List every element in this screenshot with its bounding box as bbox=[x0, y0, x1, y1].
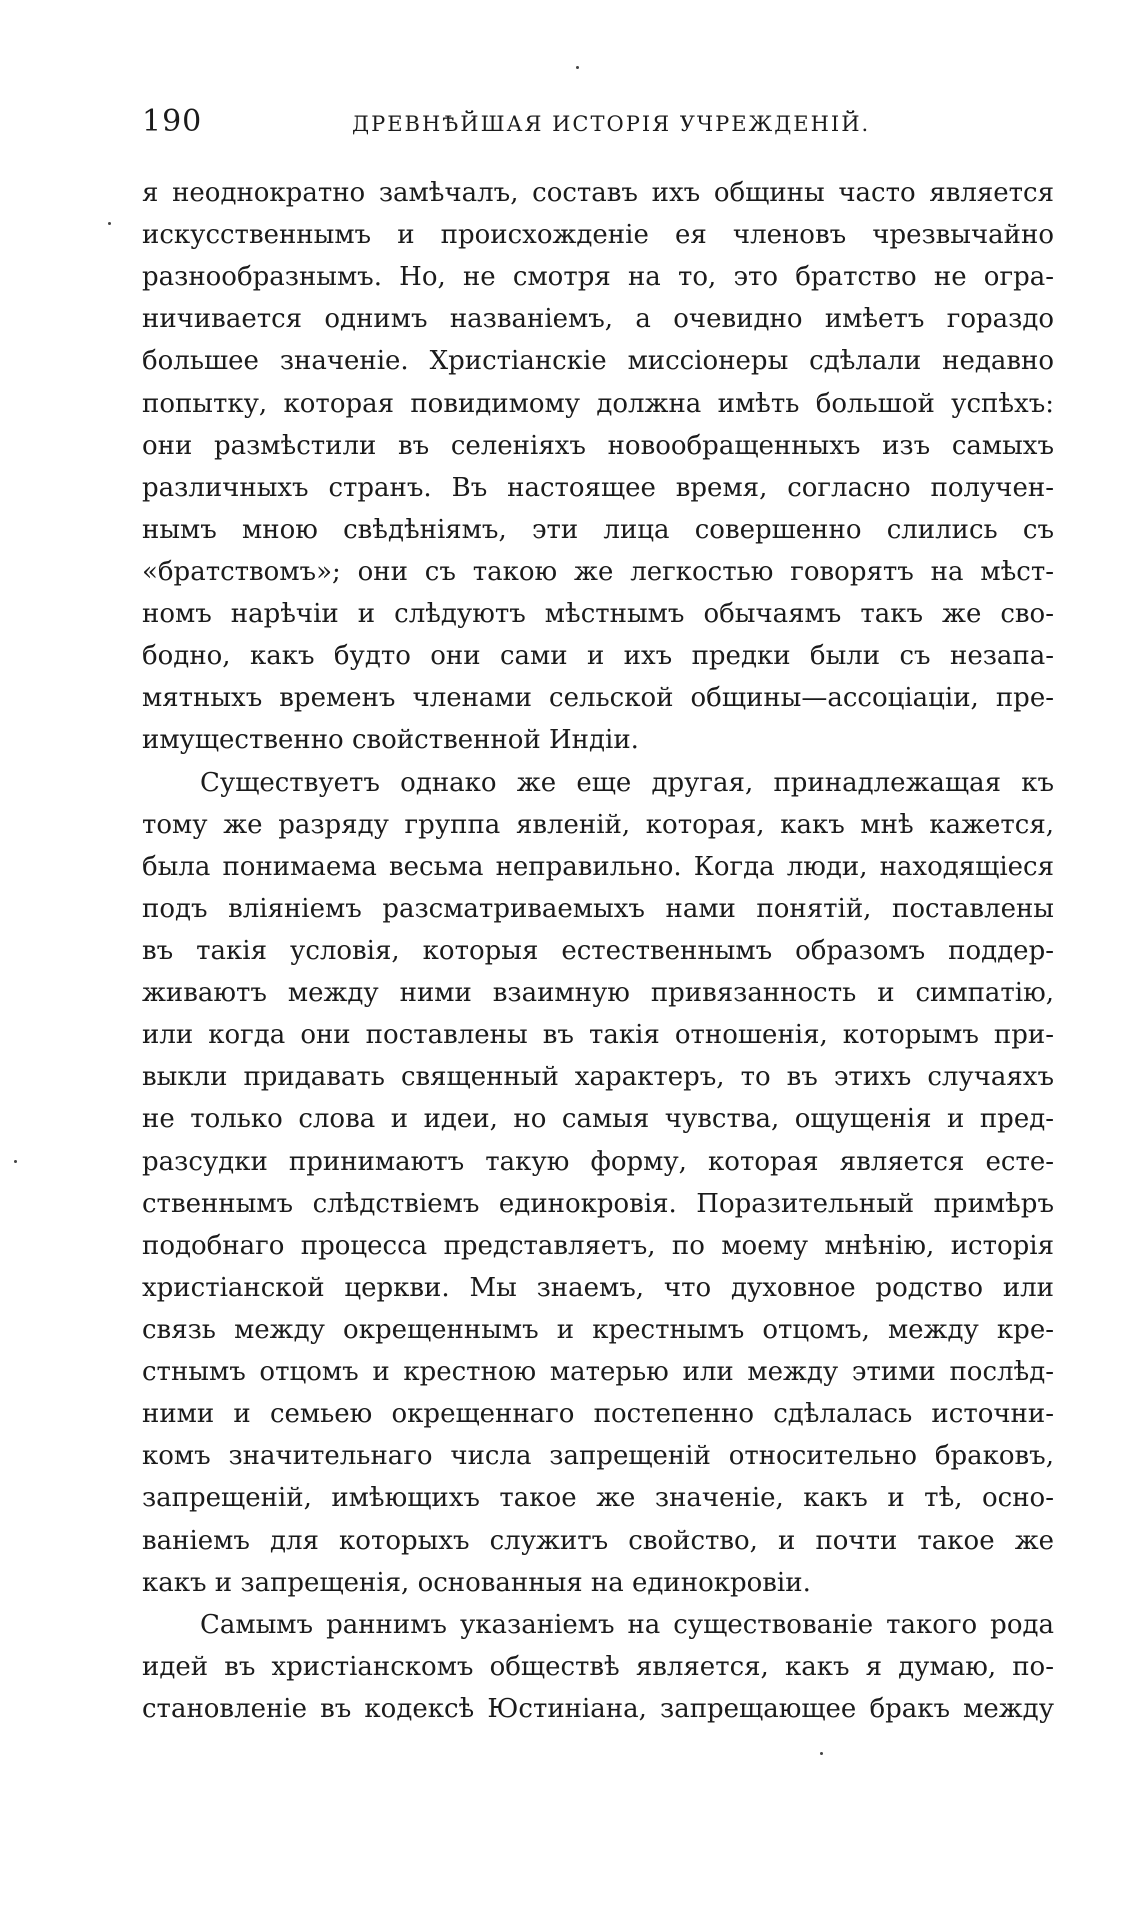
text-line: я неоднократно замѣчалъ, составъ ихъ общины часто является bbox=[142, 178, 1054, 208]
text-line: Существуетъ однако же еще другая, принадлежащая къ bbox=[200, 767, 1054, 798]
text-line: искусственнымъ и происхожденіе ея членовъ чрезвычайно bbox=[142, 220, 1054, 251]
text-line: становленіе въ кодексѣ Юстиніана, запрещающее бракъ между bbox=[142, 1693, 1054, 1724]
paragraph bbox=[142, 172, 1054, 762]
text-line: комъ значительнаго числа запрещеній относительно браковъ, bbox=[142, 1441, 1054, 1472]
text-line: ваніемъ для которыхъ служитъ свойство, и почти такое же bbox=[142, 1525, 1054, 1556]
text-line: ничивается однимъ названіемъ, а очевидно имѣетъ гораздо bbox=[142, 304, 1054, 335]
text-line: живаютъ между ними взаимную привязанность и симпатію, bbox=[142, 978, 1054, 1009]
print-speck bbox=[576, 66, 579, 69]
print-speck bbox=[820, 1752, 823, 1755]
print-speck bbox=[108, 222, 111, 225]
text-line: нымъ мною свѣдѣніямъ, эти лица совершенно слились съ bbox=[142, 514, 1054, 545]
text-line: запрещеній, имѣющихъ такое же значеніе, какъ и тѣ, осно- bbox=[142, 1483, 1054, 1514]
text-line: Самымъ раннимъ указаніемъ на существованіе такого рода bbox=[200, 1609, 1054, 1640]
text-line: стнымъ отцомъ и крестною матерью или между этими послѣд- bbox=[142, 1357, 1054, 1388]
text-line: или когда они поставлены въ такія отношенія, которымъ при- bbox=[142, 1020, 1054, 1051]
paragraph bbox=[142, 762, 1054, 1604]
text-line: различныхъ странъ. Въ настоящее время, согласно получен- bbox=[142, 472, 1054, 503]
text-line: разсудки принимаютъ такую форму, которая является есте- bbox=[142, 1146, 1054, 1177]
page-header bbox=[142, 102, 1054, 142]
paragraph bbox=[142, 1604, 1054, 1730]
text-line: подобнаго процесса представляетъ, по моему мнѣнію, исторія bbox=[142, 1230, 1054, 1261]
text-line: какъ и запрещенія, основанныя на единокровіи. bbox=[142, 1567, 811, 1598]
text-line: христіанской церкви. Мы знаемъ, что духовное родство или bbox=[142, 1272, 1054, 1303]
text-line: они размѣстили въ селеніяхъ новообращенныхъ изъ самыхъ bbox=[142, 430, 1054, 461]
text-line: идей въ христіанскомъ обществѣ является, какъ я думаю, по- bbox=[142, 1651, 1054, 1682]
print-speck bbox=[14, 1160, 17, 1163]
running-title: ДРЕВНѢЙШАЯ ИСТОРІЯ УЧРЕЖДЕНІЙ. bbox=[352, 112, 871, 136]
text-line: большее значеніе. Христіанскіе миссіонеры сдѣлали недавно bbox=[142, 346, 1054, 377]
text-line: тому же разряду группа явленій, которая, какъ мнѣ кажется, bbox=[142, 809, 1054, 840]
text-line: ственнымъ слѣдствіемъ единокровія. Поразительный примѣръ bbox=[142, 1188, 1054, 1219]
text-line: попытку, которая повидимому должна имѣть большой успѣхъ: bbox=[142, 388, 1054, 419]
text-line: не только слова и идеи, но самыя чувства, ощущенія и пред- bbox=[142, 1104, 1054, 1135]
page-number: 190 bbox=[142, 104, 203, 139]
text-line: выкли придавать священный характеръ, то въ этихъ случаяхъ bbox=[142, 1062, 1054, 1093]
text-line: въ такія условія, которыя естественнымъ образомъ поддер- bbox=[142, 935, 1054, 966]
text-line: связь между окрещеннымъ и крестнымъ отцомъ, между кре- bbox=[142, 1314, 1054, 1345]
text-line: подъ вліяніемъ разсматриваемыхъ нами понятій, поставлены bbox=[142, 893, 1054, 924]
text-line: разнообразнымъ. Но, не смотря на то, это братство не огра- bbox=[142, 262, 1054, 293]
text-line: мятныхъ временъ членами сельской общины—ассоціаціи, пре- bbox=[142, 683, 1054, 714]
text-line: была понимаема весьма неправильно. Когда люди, находящіеся bbox=[142, 851, 1054, 882]
text-line: номъ нарѣчіи и слѣдуютъ мѣстнымъ обычаямъ такъ же сво- bbox=[142, 599, 1054, 630]
text-line: ними и семьею окрещеннаго постепенно сдѣлалась источни- bbox=[142, 1399, 1054, 1430]
body-text bbox=[142, 172, 1054, 1730]
text-line: имущественно свойственной Индіи. bbox=[142, 725, 639, 756]
text-line: бодно, какъ будто они сами и ихъ предки были съ незапа- bbox=[142, 641, 1054, 672]
text-line: «братствомъ»; они съ такою же легкостью говорятъ на мѣст- bbox=[142, 556, 1054, 587]
